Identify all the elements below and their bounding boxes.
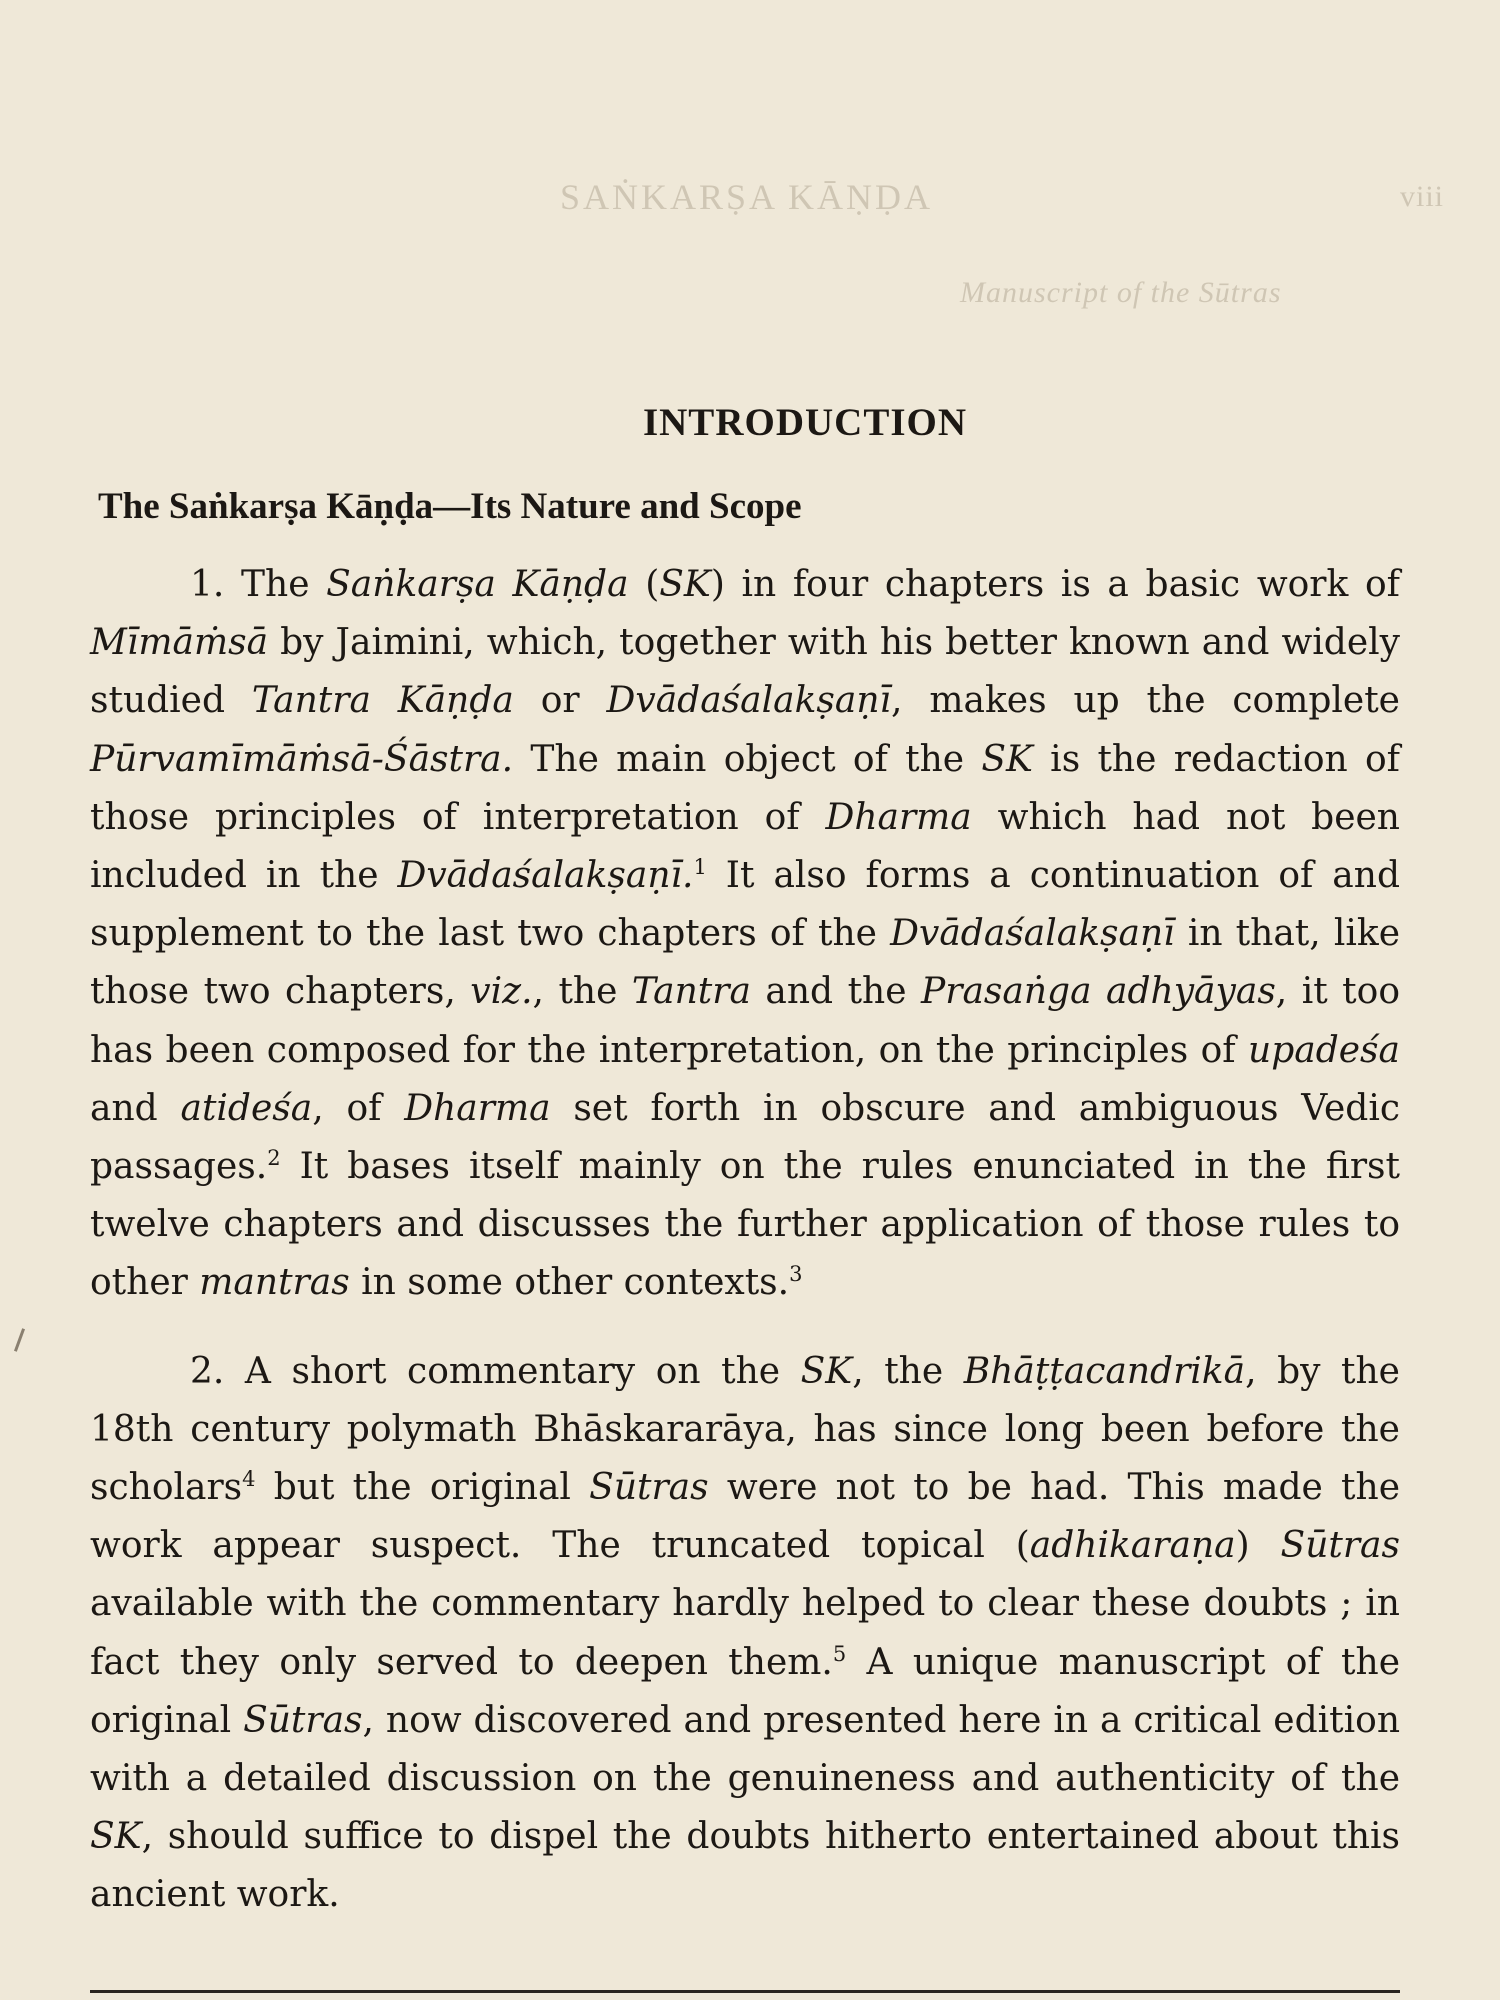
- footnote-ref: 4: [242, 1467, 256, 1492]
- text-run: (: [628, 564, 660, 605]
- italic-term: SK: [981, 738, 1033, 780]
- section-heading: The Saṅkarṣa Kāṇḍa—Its Nature and Scope: [98, 486, 802, 527]
- text-run: or: [513, 680, 607, 722]
- paragraph-number: 1.: [190, 564, 225, 605]
- italic-term: viz.: [470, 971, 533, 1013]
- text-run: were not to be had. This made the work appear suspect. The truncated topical (: [90, 1467, 1400, 1567]
- italic-term: Sūtras: [243, 1699, 363, 1741]
- italic-term: Tantra Kāṇḍa: [251, 680, 514, 722]
- italic-term: Dvādaśalakṣaṇī: [890, 913, 1175, 955]
- text-run: A short commentary on the: [244, 1350, 801, 1392]
- text-run: which had not been included in the: [90, 796, 1400, 897]
- text-run: , the: [852, 1350, 964, 1392]
- text-run: , now discovered and presented here in a critical edition with a detailed discussion on the genuineness and authenticity of the: [90, 1699, 1401, 1800]
- page-content: [90, 400, 1400, 1925]
- text-run: , by the 18th century polymath Bhāskararāya, has since long been before the scholars: [90, 1350, 1400, 1509]
- paragraph-2: [90, 1343, 1400, 1925]
- footnote-rule: [90, 1990, 1400, 1993]
- italic-term: Pūrvamīmāṁsā-Śāstra.: [90, 738, 514, 780]
- text-run: by Jaimini, which, together with his better known and widely studied: [90, 622, 1400, 722]
- page-title: INTRODUCTION: [642, 401, 968, 444]
- text-run: set forth in obscure and ambiguous Vedic passages.: [90, 1087, 1400, 1188]
- paragraph-number: 2.: [190, 1350, 225, 1392]
- italic-term: adhikaraṇa: [1029, 1525, 1236, 1567]
- italic-term: mantras: [199, 1262, 350, 1304]
- italic-term: Sūtras: [589, 1467, 709, 1509]
- italic-term: SK: [659, 564, 711, 605]
- bleed-through-folio: viii: [1400, 180, 1445, 213]
- italic-term: SK: [90, 1816, 142, 1858]
- text-run: ) in four chapters is a basic work of: [710, 564, 1400, 605]
- body-text: [90, 556, 1400, 1925]
- text-run: It bases itself mainly on the rules enunciated in the first twelve chapters and discusses the further application of those rules to other: [90, 1146, 1400, 1304]
- italic-term: Saṅkarṣa Kāṇḍa: [326, 564, 629, 605]
- text-run: but the original: [255, 1467, 590, 1509]
- italic-term: Dvādaśalakṣaṇī.: [397, 855, 694, 897]
- text-run: The: [241, 564, 327, 605]
- footnote-ref: 5: [832, 1641, 847, 1666]
- italic-term: upadeśa: [1248, 1029, 1400, 1071]
- text-run: is the redaction of those principles of interpretation of: [90, 738, 1400, 838]
- bleed-through-running-head: SAṄKARṢA KĀṆḌA: [560, 177, 934, 217]
- italic-term: Bhāṭṭacandrikā: [963, 1350, 1246, 1392]
- italic-term: SK: [800, 1350, 853, 1392]
- footnote-ref: 2: [267, 1146, 281, 1171]
- footnote-ref: 3: [789, 1262, 803, 1287]
- italic-term: Sūtras: [1280, 1525, 1400, 1567]
- text-run: , makes up the complete: [891, 680, 1400, 722]
- text-run: The main object of the: [513, 738, 982, 780]
- italic-term: Dharma: [404, 1087, 551, 1129]
- margin-pencil-mark: [14, 1328, 25, 1352]
- italic-term: Prasaṅga adhyāyas: [921, 971, 1276, 1013]
- text-run: in some other contexts.: [349, 1262, 790, 1304]
- italic-term: Dvādaśalakṣaṇī: [606, 680, 892, 722]
- bleed-through-subheading: Manuscript of the Sūtras: [960, 276, 1282, 309]
- text-run: available with the commentary hardly helped to clear these doubts ; in fact they only served to deepen them.: [90, 1583, 1400, 1683]
- text-run: , of: [312, 1087, 405, 1129]
- paragraph-1: [90, 556, 1400, 1313]
- text-run: A unique manuscript of the original: [90, 1641, 1400, 1741]
- text-run: ): [1235, 1525, 1281, 1567]
- italic-term: atideśa: [180, 1087, 313, 1129]
- text-run: , should suffice to dispel the doubts hitherto entertained about this ancient work.: [90, 1816, 1400, 1916]
- text-run: and: [90, 1087, 181, 1129]
- text-run: , the: [532, 971, 632, 1013]
- italic-term: Dharma: [825, 796, 972, 838]
- italic-term: Tantra: [631, 971, 751, 1013]
- footnote-ref: 1: [693, 855, 707, 880]
- italic-term: Mīmāṁsā: [90, 622, 269, 664]
- text-run: and the: [750, 971, 922, 1013]
- text-run: , it too has been composed for the interpretation, on the principles of: [90, 971, 1400, 1071]
- text-run: It also forms a continuation of and supplement to the last two chapters of the: [90, 855, 1400, 955]
- text-run: in that, like those two chapters,: [90, 913, 1400, 1013]
